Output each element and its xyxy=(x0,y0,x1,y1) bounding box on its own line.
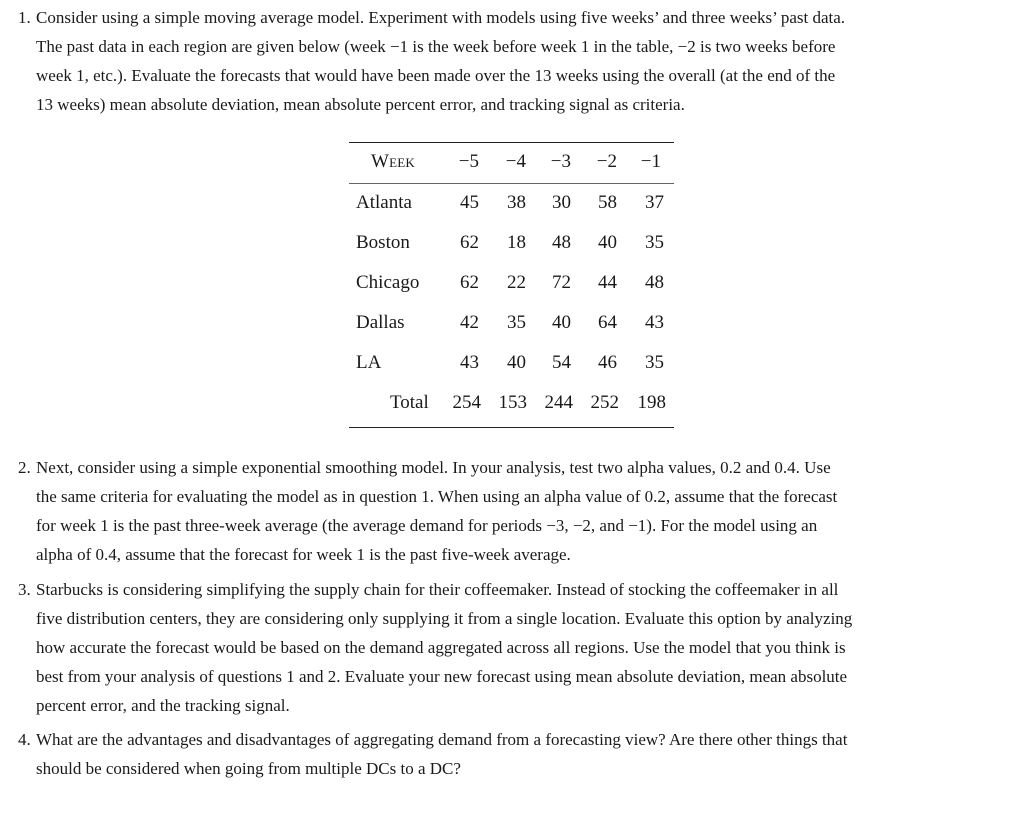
table-cell: 64 xyxy=(598,312,617,333)
table-cell: 43 xyxy=(460,352,479,373)
table-cell: 72 xyxy=(552,272,571,293)
region-label: LA xyxy=(356,352,382,373)
total-cell: 153 xyxy=(498,392,527,413)
question-3 xyxy=(18,575,990,720)
question-text xyxy=(36,453,990,569)
text-line: 13 weeks) mean absolute deviation, mean absolute percent error, and tracking signal as criteria. xyxy=(36,95,685,114)
text-line: the same criteria for evaluating the model as in question 1. When using an alpha value of 0.2, assume that the forecast xyxy=(36,487,838,506)
table-header-week-minus-2: −2 xyxy=(596,151,617,172)
text-line: week 1, etc.). Evaluate the forecasts that would have been made over the 13 weeks using the overall (at the end of the xyxy=(36,66,836,85)
past-demand-table xyxy=(349,142,674,428)
table-cell: 37 xyxy=(645,192,664,213)
text-line: What are the advantages and disadvantages of aggregating demand from a forecasting view? Are there other things that xyxy=(36,730,848,749)
text-line: alpha of 0.4, assume that the forecast for week 1 is the past five-week average. xyxy=(36,545,571,564)
table-header-week-minus-1: −1 xyxy=(640,151,661,172)
text-line: for week 1 is the past three-week average (the average demand for periods −3, −2, and −1). For the model using an xyxy=(36,516,818,535)
text-line: five distribution centers, they are considering only supplying it from a single location. Evaluate this option by analyzing xyxy=(36,609,853,628)
text-line: should be considered when going from multiple DCs to a DC? xyxy=(36,759,461,778)
table-cell: 48 xyxy=(552,232,571,253)
text-line: The past data in each region are given below (week −1 is the week before week 1 in the table, −2 is two weeks before xyxy=(36,37,836,56)
text-line: percent error, and the tracking signal. xyxy=(36,696,290,715)
table-cell: 54 xyxy=(552,352,571,373)
table-cell: 46 xyxy=(598,352,617,373)
total-cell: 254 xyxy=(452,392,481,413)
question-number: 3. xyxy=(18,580,31,599)
table-header-week: Week xyxy=(371,151,416,172)
question-number: 2. xyxy=(18,458,31,477)
total-cell: 198 xyxy=(637,392,666,413)
table-header-week-minus-5: −5 xyxy=(458,151,479,172)
table-cell: 40 xyxy=(552,312,571,333)
region-label: Dallas xyxy=(356,312,405,333)
table-cell: 18 xyxy=(507,232,526,253)
region-label: Boston xyxy=(356,232,410,253)
table-cell: 22 xyxy=(507,272,526,293)
table-cell: 45 xyxy=(460,192,479,213)
total-cell: 244 xyxy=(544,392,573,413)
text-line: Next, consider using a simple exponential smoothing model. In your analysis, test two alpha values, 0.2 and 0.4. Use xyxy=(36,458,831,477)
table-cell: 35 xyxy=(645,232,664,253)
question-2 xyxy=(18,453,990,569)
question-text xyxy=(36,575,990,720)
header-divider xyxy=(349,183,674,184)
table-cell: 38 xyxy=(507,192,526,213)
table-cell: 44 xyxy=(598,272,617,293)
table-cell: 35 xyxy=(507,312,526,333)
question-text xyxy=(36,3,990,119)
question-4 xyxy=(18,725,990,783)
total-cell: 252 xyxy=(590,392,619,413)
text-line: Starbucks is considering simplifying the supply chain for their coffeemaker. Instead of stocking the coffeemaker in all xyxy=(36,580,839,599)
region-label: Atlanta xyxy=(356,192,412,213)
text-line: best from your analysis of questions 1 and 2. Evaluate your new forecast using mean absolute deviation, mean absolute xyxy=(36,667,848,686)
table-cell: 35 xyxy=(645,352,664,373)
table-cell: 40 xyxy=(507,352,526,373)
table-cell: 42 xyxy=(460,312,479,333)
table-header-week-minus-3: −3 xyxy=(550,151,571,172)
table-header-week-minus-4: −4 xyxy=(505,151,526,172)
question-number: 1. xyxy=(18,8,31,27)
question-number: 4. xyxy=(18,730,31,749)
table-cell: 30 xyxy=(552,192,571,213)
table-cell: 62 xyxy=(460,272,479,293)
table-cell: 62 xyxy=(460,232,479,253)
table-cell: 58 xyxy=(598,192,617,213)
table-cell: 48 xyxy=(645,272,664,293)
text-line: how accurate the forecast would be based on the demand aggregated across all regions. Use the model that you think is xyxy=(36,638,846,657)
total-label: Total xyxy=(390,392,429,413)
table-cell: 43 xyxy=(645,312,664,333)
question-1 xyxy=(18,3,990,119)
table-cell: 40 xyxy=(598,232,617,253)
question-text xyxy=(36,725,990,783)
region-label: Chicago xyxy=(356,272,420,293)
text-line: Consider using a simple moving average model. Experiment with models using five weeks’ and three weeks’ past data. xyxy=(36,8,846,27)
